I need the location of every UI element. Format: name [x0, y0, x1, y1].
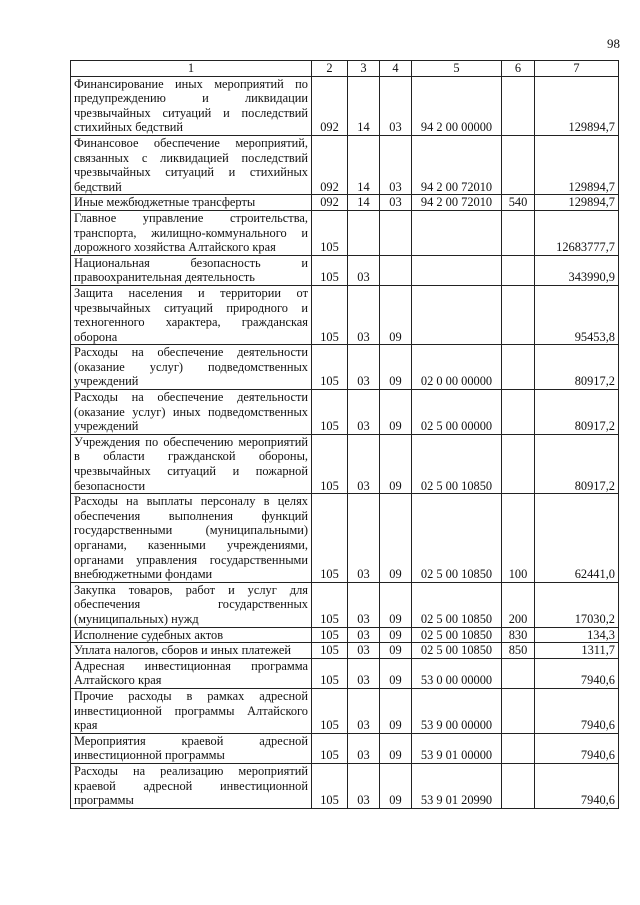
subsection-code-cell: 03 [380, 76, 412, 135]
row-name-cell: Расходы на обеспечение деятельности (оказание услуг) иных подведомственных учреждений [71, 390, 312, 435]
expense-type-cell [502, 688, 535, 733]
admin-code-cell: 105 [312, 285, 348, 344]
subsection-code-cell: 09 [380, 658, 412, 688]
subsection-code-cell: 09 [380, 434, 412, 493]
admin-code-cell: 105 [312, 210, 348, 255]
admin-code-cell: 105 [312, 733, 348, 763]
target-article-cell: 02 5 00 10850 [412, 643, 502, 659]
table-row [71, 627, 619, 643]
budget-table [70, 60, 619, 809]
table-row [71, 285, 619, 344]
admin-code-cell: 105 [312, 658, 348, 688]
amount-cell: 80917,2 [535, 390, 619, 435]
section-code-cell: 03 [348, 688, 380, 733]
subsection-code-cell: 09 [380, 733, 412, 763]
amount-cell: 7940,6 [535, 733, 619, 763]
table-row [71, 390, 619, 435]
target-article-cell: 02 5 00 10850 [412, 494, 502, 583]
row-name-cell: Расходы на выплаты персоналу в целях обеспечения выполнения функций государственными (муниципальными) органами, казенными учреждениями, органами управления государственными внебюджетными фондами [71, 494, 312, 583]
subsection-code-cell: 09 [380, 285, 412, 344]
amount-cell: 62441,0 [535, 494, 619, 583]
table-row [71, 643, 619, 659]
table-row [71, 582, 619, 627]
target-article-cell: 02 5 00 10850 [412, 582, 502, 627]
subsection-code-cell: 09 [380, 643, 412, 659]
table-row [71, 255, 619, 285]
expense-type-cell [502, 390, 535, 435]
expense-type-cell [502, 210, 535, 255]
amount-cell: 129894,7 [535, 76, 619, 135]
subsection-code-cell [380, 210, 412, 255]
section-code-cell: 14 [348, 135, 380, 194]
amount-cell: 129894,7 [535, 195, 619, 211]
admin-code-cell: 092 [312, 195, 348, 211]
admin-code-cell: 105 [312, 627, 348, 643]
amount-cell: 7940,6 [535, 688, 619, 733]
amount-cell: 80917,2 [535, 434, 619, 493]
column-header-1: 1 [71, 61, 312, 77]
amount-cell: 343990,9 [535, 255, 619, 285]
section-code-cell: 03 [348, 582, 380, 627]
target-article-cell: 53 9 01 00000 [412, 733, 502, 763]
admin-code-cell: 092 [312, 76, 348, 135]
section-code-cell: 03 [348, 255, 380, 285]
section-code-cell: 03 [348, 390, 380, 435]
admin-code-cell: 105 [312, 434, 348, 493]
section-code-cell: 03 [348, 733, 380, 763]
section-code-cell: 03 [348, 345, 380, 390]
subsection-code-cell: 03 [380, 135, 412, 194]
row-name-cell: Национальная безопасность и правоохранительная деятельность [71, 255, 312, 285]
amount-cell: 134,3 [535, 627, 619, 643]
table-row [71, 688, 619, 733]
target-article-cell [412, 255, 502, 285]
subsection-code-cell: 09 [380, 688, 412, 733]
section-code-cell: 03 [348, 285, 380, 344]
admin-code-cell: 105 [312, 582, 348, 627]
expense-type-cell: 850 [502, 643, 535, 659]
amount-cell: 12683777,7 [535, 210, 619, 255]
target-article-cell: 53 0 00 00000 [412, 658, 502, 688]
expense-type-cell: 100 [502, 494, 535, 583]
table-row [71, 345, 619, 390]
expense-type-cell [502, 763, 535, 808]
section-code-cell: 03 [348, 434, 380, 493]
expense-type-cell [502, 255, 535, 285]
subsection-code-cell: 09 [380, 494, 412, 583]
amount-cell: 7940,6 [535, 658, 619, 688]
expense-type-cell [502, 658, 535, 688]
section-code-cell: 03 [348, 643, 380, 659]
table-row [71, 135, 619, 194]
row-name-cell: Главное управление строительства, транспорта, жилищно-коммунального и дорожного хозяйства Алтайского края [71, 210, 312, 255]
page-number: 98 [607, 36, 620, 51]
subsection-code-cell: 09 [380, 345, 412, 390]
expense-type-cell: 830 [502, 627, 535, 643]
column-header-6: 6 [502, 61, 535, 77]
target-article-cell: 94 2 00 00000 [412, 76, 502, 135]
table-row [71, 733, 619, 763]
row-name-cell: Расходы на обеспечение деятельности (оказание услуг) подведомственных учреждений [71, 345, 312, 390]
row-name-cell: Учреждения по обеспечению мероприятий в области гражданской обороны, чрезвычайных ситуаций и пожарной безопасности [71, 434, 312, 493]
target-article-cell: 94 2 00 72010 [412, 195, 502, 211]
target-article-cell: 02 5 00 10850 [412, 434, 502, 493]
section-code-cell: 14 [348, 76, 380, 135]
section-code-cell: 03 [348, 763, 380, 808]
row-name-cell: Уплата налогов, сборов и иных платежей [71, 643, 312, 659]
amount-cell: 17030,2 [535, 582, 619, 627]
subsection-code-cell: 09 [380, 390, 412, 435]
expense-type-cell: 540 [502, 195, 535, 211]
row-name-cell: Финансирование иных мероприятий по предупреждению и ликвидации чрезвычайных ситуаций и последствий стихийных бедствий [71, 76, 312, 135]
target-article-cell [412, 210, 502, 255]
admin-code-cell: 105 [312, 255, 348, 285]
amount-cell: 95453,8 [535, 285, 619, 344]
row-name-cell: Исполнение судебных актов [71, 627, 312, 643]
target-article-cell: 02 0 00 00000 [412, 345, 502, 390]
row-name-cell: Иные межбюджетные трансферты [71, 195, 312, 211]
expense-type-cell [502, 135, 535, 194]
table-row [71, 658, 619, 688]
expense-type-cell [502, 285, 535, 344]
subsection-code-cell: 09 [380, 763, 412, 808]
row-name-cell: Адресная инвестиционная программа Алтайского края [71, 658, 312, 688]
admin-code-cell: 105 [312, 643, 348, 659]
expense-type-cell [502, 345, 535, 390]
section-code-cell: 14 [348, 195, 380, 211]
target-article-cell: 94 2 00 72010 [412, 135, 502, 194]
admin-code-cell: 105 [312, 390, 348, 435]
table-body [71, 76, 619, 808]
amount-cell: 80917,2 [535, 345, 619, 390]
amount-cell: 1311,7 [535, 643, 619, 659]
column-header-3: 3 [348, 61, 380, 77]
target-article-cell [412, 285, 502, 344]
table-row [71, 494, 619, 583]
column-header-4: 4 [380, 61, 412, 77]
target-article-cell: 53 9 00 00000 [412, 688, 502, 733]
row-name-cell: Закупка товаров, работ и услуг для обеспечения государственных (муниципальных) нужд [71, 582, 312, 627]
table-row [71, 434, 619, 493]
row-name-cell: Мероприятия краевой адресной инвестиционной программы [71, 733, 312, 763]
section-code-cell: 03 [348, 658, 380, 688]
admin-code-cell: 105 [312, 763, 348, 808]
section-code-cell: 03 [348, 627, 380, 643]
admin-code-cell: 105 [312, 345, 348, 390]
expense-type-cell [502, 76, 535, 135]
amount-cell: 7940,6 [535, 763, 619, 808]
row-name-cell: Финансовое обеспечение мероприятий, связанных с ликвидацией последствий чрезвычайных ситуаций и стихийных бедствий [71, 135, 312, 194]
subsection-code-cell: 03 [380, 195, 412, 211]
target-article-cell: 53 9 01 20990 [412, 763, 502, 808]
amount-cell: 129894,7 [535, 135, 619, 194]
column-header-5: 5 [412, 61, 502, 77]
subsection-code-cell [380, 255, 412, 285]
admin-code-cell: 092 [312, 135, 348, 194]
table-row [71, 195, 619, 211]
table-row [71, 210, 619, 255]
expense-type-cell [502, 733, 535, 763]
row-name-cell: Расходы на реализацию мероприятий краевой адресной инвестиционной программы [71, 763, 312, 808]
table-row [71, 76, 619, 135]
row-name-cell: Защита населения и территории от чрезвычайных ситуаций природного и техногенного характера, гражданская оборона [71, 285, 312, 344]
subsection-code-cell: 09 [380, 582, 412, 627]
table-row [71, 763, 619, 808]
row-name-cell: Прочие расходы в рамках адресной инвестиционной программы Алтайского края [71, 688, 312, 733]
subsection-code-cell: 09 [380, 627, 412, 643]
target-article-cell: 02 5 00 00000 [412, 390, 502, 435]
header-row [71, 61, 619, 77]
column-header-7: 7 [535, 61, 619, 77]
section-code-cell: 03 [348, 494, 380, 583]
admin-code-cell: 105 [312, 494, 348, 583]
target-article-cell: 02 5 00 10850 [412, 627, 502, 643]
admin-code-cell: 105 [312, 688, 348, 733]
expense-type-cell [502, 434, 535, 493]
section-code-cell [348, 210, 380, 255]
expense-type-cell: 200 [502, 582, 535, 627]
column-header-2: 2 [312, 61, 348, 77]
